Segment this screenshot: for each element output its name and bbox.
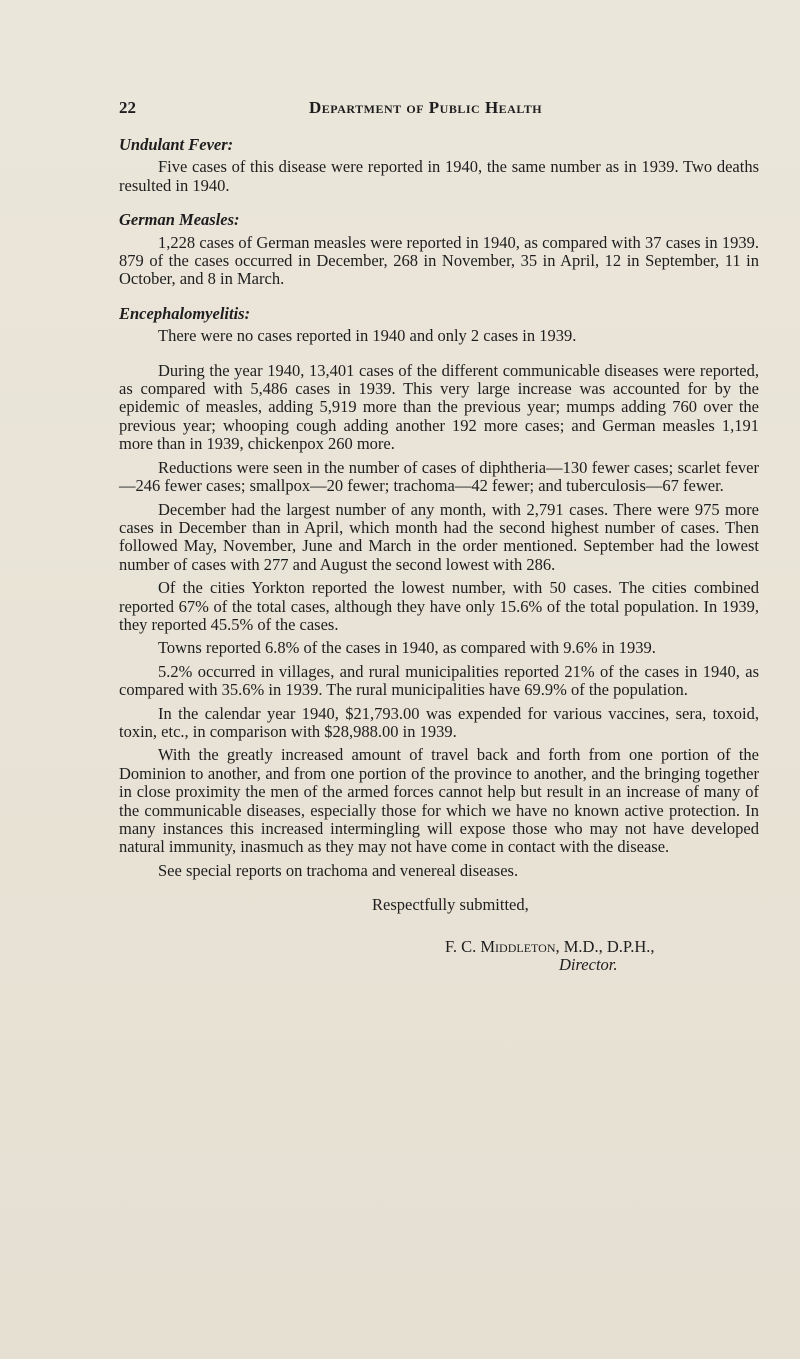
signatory-title: Director. — [559, 955, 618, 975]
section-paragraph: Five cases of this disease were reported in 1940, the same number as in 1939. Two deaths resulted in 1940. — [119, 157, 759, 195]
signoff-block — [119, 892, 759, 1002]
section-undulant-fever — [119, 136, 759, 195]
section-german-measles — [119, 211, 759, 289]
paragraph-cities: Of the cities Yorkton reported the lowest number, with 50 cases. The cities combined reported 67% of the total cases, although they have only 15.6% of the total population. In 1939, they reported 45.5% of the cases. — [119, 578, 759, 634]
section-paragraph: 1,228 cases of German measles were reported in 1940, as compared with 37 cases in 1939. 879 of the cases occurred in December, 268 in November, 35 in April, 12 in September, 11 in October, and 8 in March. — [119, 232, 759, 289]
signatory-initials: F. C. — [445, 937, 477, 957]
page-content — [119, 136, 759, 1002]
signatory-name — [445, 938, 655, 956]
signatory-credentials: M.D., D.P.H., — [563, 937, 655, 957]
paragraph-monthly: December had the largest number of any month, with 2,791 cases. There were 975 more cases in December than in April, which month had the second highest number of cases. Then followed May, November, June and March in the order mentioned. September had the lowest number of cases with 277 and August the second lowest with 286. — [119, 499, 759, 574]
summary-body — [119, 362, 759, 881]
section-heading: German Measles: — [119, 210, 240, 230]
paragraph-villages-rural: 5.2% occurred in villages, and rural municipalities reported 21% of the cases in 1940, as compared with 35.6% in 1939. The rural municipalities have 69.9% of the population. — [119, 661, 759, 700]
signatory-surname: Middleton, — [480, 937, 560, 957]
paragraph-reductions: Reductions were seen in the number of cases of diphtheria—130 fewer cases; scarlet fever—246 fewer cases; smallpox—20 fewer; trachoma—42 fewer; and tuberculosis—67 fewer. — [119, 457, 759, 496]
paragraph-towns: Towns reported 6.8% of the cases in 1940, as compared with 9.6% in 1939. — [158, 638, 656, 658]
paragraph-special-reports: See special reports on trachoma and venereal diseases. — [158, 860, 519, 880]
paragraph-expenditure: In the calendar year 1940, $21,793.00 was expended for various vaccines, sera, toxoid, toxin, etc., in comparison with $28,988.00 in 1939. — [119, 703, 759, 741]
paragraph-totals: During the year 1940, 13,401 cases of the different communicable diseases were reported, as compared with 5,486 cases in 1939. This very large increase was accounted for by the epidemic of measles, adding 5,919 more than the previous year; mumps adding 760 over the previous year; whooping cough adding another 192 more cases; and German measles 1,191 more than in 1939, chickenpox 260 more. — [119, 360, 759, 454]
section-paragraph: There were no cases reported in 1940 and only 2 cases in 1939. — [158, 326, 577, 346]
running-title: Department of Public Health — [309, 98, 543, 117]
closing-line: Respectfully submitted, — [372, 895, 529, 915]
page-number: 22 — [119, 98, 136, 117]
paragraph-travel: With the greatly increased amount of travel back and forth from one portion of the Dominion to another, and from one portion of the province to another, and the bringing together in close proximity the men of the armed forces cannot help but result in an increase of many of the communicable diseases, especially those for which we have no known active protection. In many instances this increased intermingling will expose those who may not have developed natural immunity, inasmuch as they may not have come in contact with the disease. — [119, 745, 759, 857]
section-heading: Undulant Fever: — [119, 135, 234, 154]
section-heading: Encephalomyelitis: — [119, 303, 251, 323]
section-encephalomyelitis — [119, 305, 759, 346]
